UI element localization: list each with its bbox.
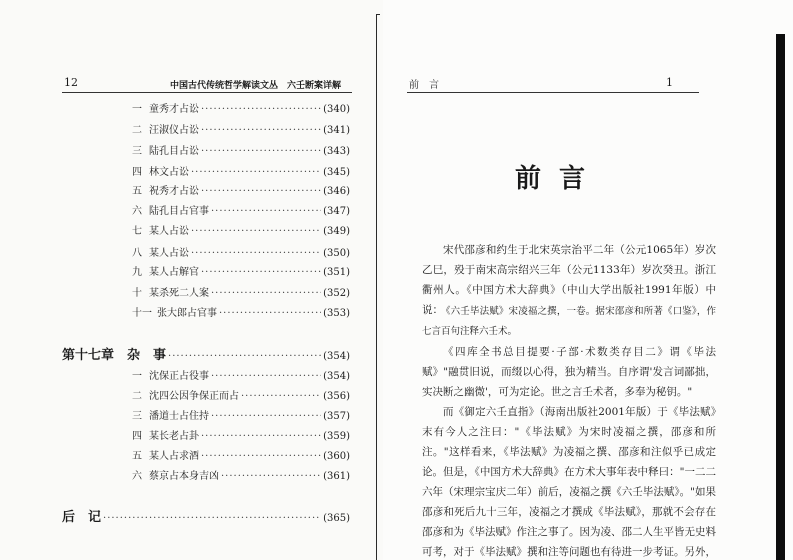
toc-item-title: 沈保正占役事	[149, 371, 209, 382]
toc-leader-dots	[211, 205, 321, 219]
toc-item-number: 四	[132, 167, 142, 178]
toc-item-number: 七	[132, 226, 142, 237]
toc-leader-dots	[191, 225, 321, 239]
toc-item-title: 后 记	[62, 510, 102, 525]
toc-leader-dots	[211, 370, 321, 384]
toc-row	[132, 450, 350, 464]
toc-page-number: (365)	[323, 513, 350, 524]
toc-page-number: (351)	[323, 267, 350, 278]
toc-leader-dots	[201, 185, 321, 199]
toc-item-number: 四	[132, 431, 142, 442]
right-running-header: 前 言	[409, 80, 439, 91]
toc-row	[132, 166, 350, 180]
left-header-rule	[62, 92, 352, 93]
toc-item-title: 张大郎占官事	[157, 308, 217, 319]
toc-page-number: (356)	[323, 391, 350, 402]
left-running-header: 中国古代传统哲学解读文丛 六壬断案详解	[170, 81, 342, 91]
toc-page-number: (345)	[323, 167, 350, 178]
toc-row	[132, 266, 350, 280]
toc-item-title: 汪淑仪占讼	[149, 125, 199, 136]
toc-row	[132, 307, 350, 321]
toc-leader-dots	[201, 124, 321, 138]
toc-item-title: 林文占讼	[149, 167, 189, 178]
toc-page-number: (346)	[323, 186, 350, 197]
toc-item-number: 六	[132, 471, 142, 482]
toc-row	[132, 410, 350, 424]
toc-item-number: 九	[132, 267, 142, 278]
toc-item-title: 童秀才占讼	[149, 104, 199, 115]
toc-leader-dots	[191, 166, 321, 180]
left-page-number: 12	[64, 76, 78, 89]
toc-leader-dots	[201, 266, 321, 280]
toc-leader-dots	[221, 470, 321, 484]
gutter-mark	[376, 14, 380, 15]
toc-item-number: 十	[132, 288, 142, 299]
chapter-heading	[62, 347, 350, 365]
toc-row	[132, 225, 350, 239]
toc-leader-dots	[201, 430, 321, 444]
toc-item-number: 三	[132, 146, 142, 157]
toc-page-number: (354)	[323, 371, 350, 382]
left-page	[0, 0, 383, 560]
toc-page-number: (347)	[323, 206, 350, 217]
toc-item-number: 六	[132, 206, 142, 217]
toc-item-number: 五	[132, 451, 142, 462]
toc-leader-dots	[201, 450, 321, 464]
toc-page-number: (343)	[323, 146, 350, 157]
toc-item-title: 某杀死二人案	[149, 288, 209, 299]
toc-leader-dots	[211, 410, 321, 424]
toc-page-number: (340)	[323, 104, 350, 115]
toc-item-title: 祝秀才占讼	[149, 186, 199, 197]
toc-item-title: 第十七章 杂 事	[62, 348, 167, 363]
toc-row	[132, 185, 350, 199]
toc-leader-dots	[168, 348, 321, 366]
toc-item-title: 沈四公因争保正而占	[149, 391, 239, 402]
toc-row	[132, 124, 350, 138]
toc-leader-dots	[201, 145, 321, 159]
toc-page-number: (341)	[323, 125, 350, 136]
toc-row	[132, 287, 350, 301]
toc-leader-dots	[241, 390, 321, 404]
preface-title: 前言	[515, 164, 604, 194]
body-paragraph-3: 而《御定六壬直指》（海南出版社2001年版）于《毕法赋》末有今人之注曰："《毕法赋》为宋时凌福之撰，邵彦和所注。"这样看来，《毕法赋》为凌福之撰、邵彦和注似乎已成定论。但是，《中国方术大辞典》在方术大事年表中释曰："一二二六年（宋理宗宝庆二年）前后，凌福之撰《六壬毕法赋》。"如果邵彦和死后九十三年，凌福之才撰成《毕法赋》，那就不会存在邵彦和为《毕法赋》作注之事了。因为凌、邵二人生平皆无史料可考，对于《毕法赋》撰和注等问题也有待进一步考证。另外，	[422, 406, 716, 558]
toc-leader-dots	[103, 510, 321, 528]
body-paragraph-1: 宋代邵彦和约生于北宋英宗治平二年（公元1065年）岁次乙巳，殁于南宋高宗绍兴三年（公元1133年）岁次癸丑。浙江衢州人。《中国方术大辞典》（中山大学出版社1991年版）中说：	[422, 244, 716, 316]
toc-page-number: (350)	[323, 248, 350, 259]
toc-page-number: (357)	[323, 411, 350, 422]
toc-page-number: (359)	[323, 431, 350, 442]
toc-leader-dots	[201, 103, 321, 117]
toc-item-title: 某人占解官	[149, 267, 199, 278]
toc-item-number: 二	[132, 125, 142, 136]
toc-page-number: (360)	[323, 451, 350, 462]
toc-item-title: 陆孔目占官事	[149, 206, 209, 217]
toc-row	[132, 470, 350, 484]
binding-gutter	[376, 14, 377, 560]
toc-item-number: 八	[132, 248, 142, 259]
toc-page-number: (352)	[323, 288, 350, 299]
toc-item-number: 三	[132, 411, 142, 422]
toc-item-number: 二	[132, 391, 142, 402]
toc-item-number: 一	[132, 371, 142, 382]
body-quote: 《六壬毕法赋》宋凌福之撰，一卷。据宋邵彦和所著《口鉴》，作七言百句注释六壬术。	[422, 306, 716, 337]
toc-item-number: 十一	[132, 308, 152, 319]
toc-row	[132, 205, 350, 219]
toc-row	[132, 145, 350, 159]
toc-item-title: 某人占求酒	[149, 451, 199, 462]
toc-leader-dots	[191, 247, 321, 261]
toc-page-number: (353)	[323, 308, 350, 319]
afterword-entry	[62, 509, 350, 527]
toc-item-number: 一	[132, 104, 142, 115]
toc-row	[132, 390, 350, 404]
toc-item-title: 某人占讼	[149, 248, 189, 259]
toc-item-title: 陆孔目占讼	[149, 146, 199, 157]
toc-page-number: (361)	[323, 471, 350, 482]
right-header-rule	[407, 92, 699, 93]
right-page	[383, 0, 793, 560]
toc-leader-dots	[211, 287, 321, 301]
toc-item-title: 某人占讼	[149, 226, 189, 237]
toc-page-number: (349)	[323, 226, 350, 237]
toc-page-number: (354)	[323, 351, 350, 362]
toc-item-title: 蔡京占本身吉凶	[149, 471, 219, 482]
toc-row	[132, 430, 350, 444]
toc-item-title: 潘道士占住持	[149, 411, 209, 422]
toc-row	[132, 370, 350, 384]
toc-leader-dots	[219, 307, 321, 321]
toc-row	[132, 103, 350, 117]
toc-item-title: 某长老占卦	[149, 431, 199, 442]
toc-row	[132, 247, 350, 261]
toc-item-number: 五	[132, 186, 142, 197]
scan-edge-shadow	[776, 34, 785, 560]
right-page-number: 1	[666, 76, 673, 89]
body-paragraph-2: 《四库全书总目提要·子部·术数类存目二》谓《毕法赋》"融贯旧说，而缀以心得，独为精当。自序谓'发言词鄙拙，实决断之幽微'，可为定论。世之言壬术者，多奉为秘钥。"	[422, 346, 716, 398]
